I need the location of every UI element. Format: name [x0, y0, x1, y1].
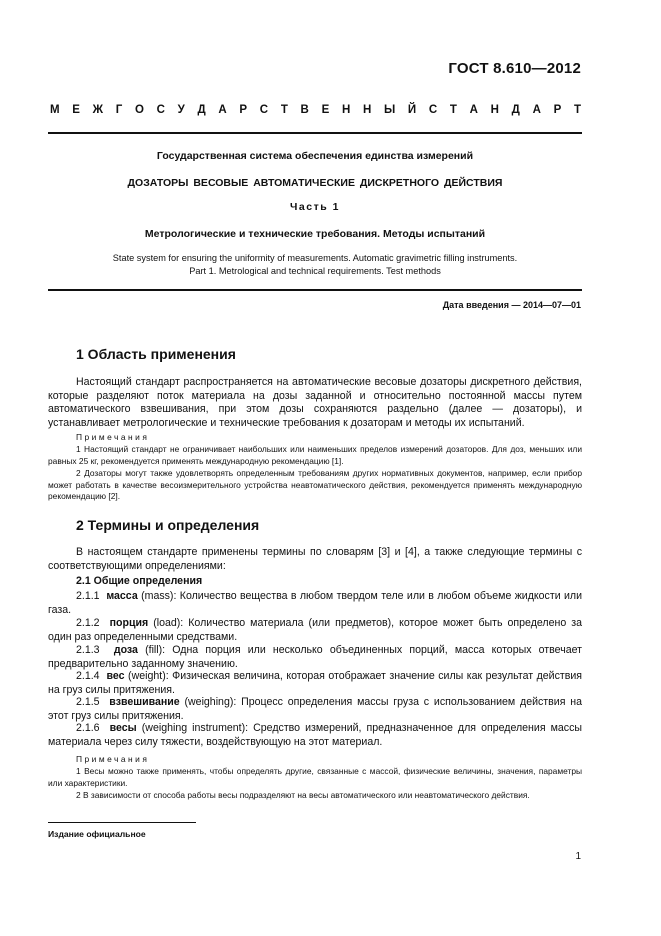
page-number: 1: [575, 851, 581, 862]
section-1-note-2: 2 Дозаторы могут также удовлетворять определенным требованиям других нормативных документов, например, если прибор может работать в качестве весоизмерительного устройства неавтоматического действия, рекомендуется применять международную рекомендацию [2].: [48, 468, 582, 502]
term-2-1-5: 2.1.5 взвешивание (weighing): Процесс определения массы груза с использованием действия на этот груз силы притяжения.: [48, 696, 582, 722]
official-edition-label: Издание официальное: [48, 829, 146, 839]
term-2-1-6: 2.1.6 весы (weighing instrument): Средство измерений, предназначенное для определения массы материала через силу тяжести, воздействующую на этот материал.: [48, 722, 582, 748]
section-2-intro: В настоящем стандарте применены термины по словарям [3] и [4], а также следующие термины с соответствующими определениями:: [48, 546, 582, 572]
term-2-1-3: 2.1.3 доза (fill): Одна порция или несколько объединенных порций, масса которых отвечает предварительно заданному значению.: [48, 644, 583, 670]
subtitle: Метрологические и технические требования. Методы испытаний: [144, 228, 486, 240]
english-title-line-2: Part 1. Metrological and technical requirements. Test methods: [189, 266, 441, 276]
system-title: Государственная система обеспечения единства измерений: [156, 150, 474, 162]
introduction-date: Дата введения — 2014—07—01: [442, 300, 581, 310]
section-2-note-1: 1 Весы можно также применять, чтобы определять другие, связанные с массой, физические величины, значения, параметры или характеристики.: [48, 766, 582, 788]
interstate-standard-label: М Е Ж Г О С У Д А Р С Т В Е Н Н Ы Й С Т А Н Д А Р Т: [50, 104, 581, 116]
term-2-1-1: 2.1.1 масса (mass): Количество вещества в любом твердом теле или в любом объеме жидкости или газа.: [48, 590, 582, 616]
english-title-line-1: State system for ensuring the uniformity of measurements. Automatic gravimetric filling instruments.: [112, 253, 518, 263]
section-1-paragraph: Настоящий стандарт распространяется на автоматические весовые дозаторы дискретного действия, которые разделяют поток материала на дозы заданной и относительно постоянной массы путем автоматического взвешивания, при этом дозы сохраняются раздельно (далее — дозаторы), и устанавливает метрологические и технические требования к дозаторам и методы их испытаний.: [48, 376, 582, 429]
standard-number: ГОСТ 8.610—2012: [448, 60, 581, 77]
term-2-1-4: 2.1.4 вес (weight): Физическая величина, которая отображает значение силы как результат действия на груз силы притяжения.: [48, 670, 582, 696]
section-1-note-1: 1 Настоящий стандарт не ограничивает наибольших или наименьших пределов измерений дозаторов. Для доз, меньших или равных 25 кг, рекомендуется применять международную рекомендацию [1].: [48, 444, 582, 466]
section-2-heading: 2 Термины и определения: [76, 517, 260, 533]
header-divider: [48, 132, 582, 134]
section-1-notes-label: Примечания: [76, 432, 150, 442]
section-2-note-2: 2 В зависимости от способа работы весы подразделяют на весы автоматического или неавтоматического действия.: [76, 790, 530, 800]
main-title: ДОЗАТОРЫ ВЕСОВЫЕ АВТОМАТИЧЕСКИЕ ДИСКРЕТНОГО ДЕЙСТВИЯ: [127, 177, 503, 189]
subsection-2-1-heading: 2.1 Общие определения: [76, 575, 203, 587]
section-1-heading: 1 Область применения: [76, 346, 236, 362]
footer-divider: [48, 822, 196, 823]
term-2-1-2: 2.1.2 порция (load): Количество материала (или предметов), которое может быть определено за один раз определенными средствами.: [48, 617, 583, 643]
section-2-notes-label: Примечания: [76, 754, 150, 764]
title-divider: [48, 289, 582, 291]
part-title: Часть 1: [290, 201, 340, 213]
